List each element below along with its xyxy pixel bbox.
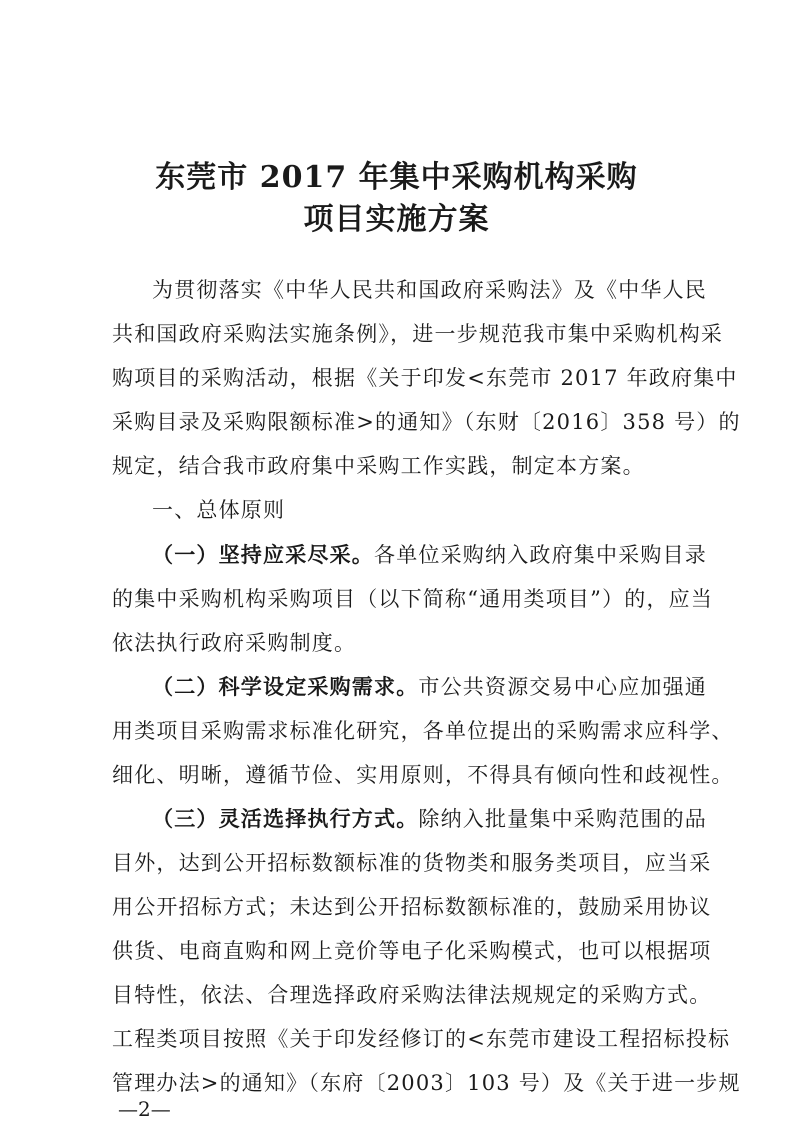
section-heading: 一、总体原则 [152, 498, 286, 522]
item-3-line-4: 供货、电商直购和网上竞价等电子化采购模式，也可以根据项 [112, 939, 712, 963]
item-3-line-7: 管理办法>的通知》（东府〔2003〕103 号）及《关于进一步规 [112, 1071, 741, 1095]
intro-line-1: 为贯彻落实《中华人民共和国政府采购法》及《中华人民 [152, 278, 707, 302]
intro-line-5: 规定，结合我市政府集中采购工作实践，制定本方案。 [112, 454, 645, 478]
page-number: —2— [118, 1097, 171, 1121]
item-3-line-5: 目特性，依法、合理选择政府采购法律法规规定的采购方式。 [112, 983, 712, 1007]
document-title-line-1: 东莞市 2017 年集中采购机构采购 [155, 160, 638, 195]
item-3-line-2: 目外，达到公开招标数额标准的货物类和服务类项目，应当采 [112, 851, 712, 875]
item-3-line-1 [152, 804, 708, 834]
intro-line-4: 采购目录及采购限额标准>的通知》（东财〔2016〕358 号）的 [112, 410, 741, 434]
item-3-text: 除纳入批量集中采购范围的品 [418, 807, 708, 831]
item-1-label: （一）坚持应采尽采。 [152, 543, 374, 567]
item-2-line-1 [152, 672, 708, 702]
item-2-line-3: 细化、明晰，遵循节俭、实用原则，不得具有倾向性和歧视性。 [112, 763, 734, 787]
intro-line-3: 购项目的采购活动，根据《关于印发<东莞市 2017 年政府集中 [112, 366, 738, 390]
item-3-label: （三）灵活选择执行方式。 [152, 807, 419, 831]
item-1-line-1 [152, 540, 707, 570]
item-1-line-2: 的集中采购机构采购项目（以下简称“通用类项目”）的，应当 [112, 587, 714, 611]
intro-line-2: 共和国政府采购法实施条例》，进一步规范我市集中采购机构采 [112, 322, 724, 346]
item-2-text: 市公共资源交易中心应加强通 [418, 675, 708, 699]
item-1-line-3: 依法执行政府采购制度。 [112, 631, 357, 655]
item-1-text: 各单位采购纳入政府集中采购目录 [374, 543, 707, 567]
item-2-line-2: 用类项目采购需求标准化研究，各单位提出的采购需求应科学、 [112, 719, 734, 743]
document-title-line-2: 项目实施方案 [303, 202, 490, 237]
item-2-label: （二）科学设定采购需求。 [152, 675, 419, 699]
item-3-line-6: 工程类项目按照《关于印发经修订的<东莞市建设工程招标投标 [112, 1027, 731, 1051]
item-3-line-3: 用公开招标方式；未达到公开招标数额标准的，鼓励采用协议 [112, 895, 712, 919]
